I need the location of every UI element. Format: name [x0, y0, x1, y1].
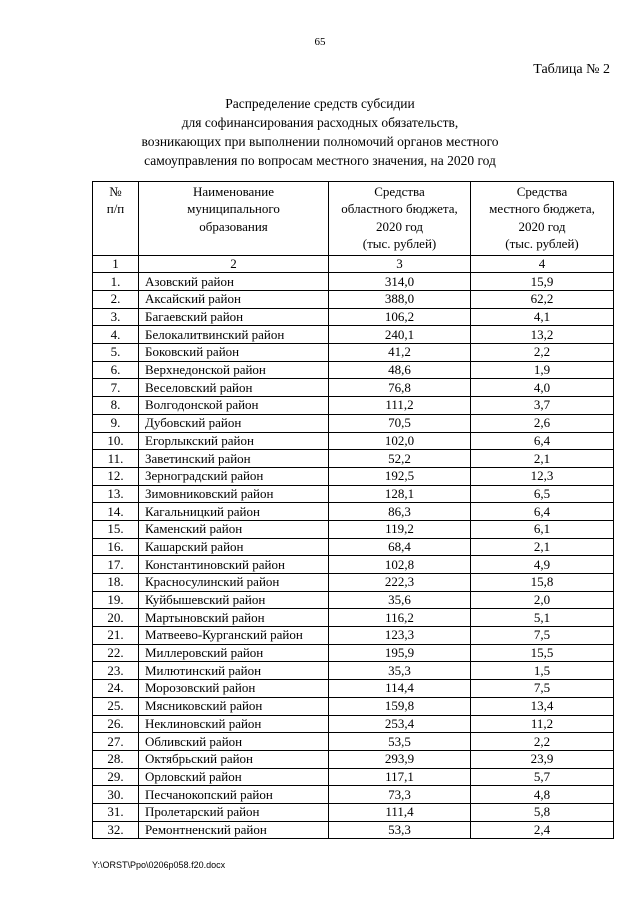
local-budget-value: 2,1: [471, 450, 614, 468]
regional-budget-value: 240,1: [329, 326, 471, 344]
table-row: [93, 326, 614, 344]
local-budget-value: 2,2: [471, 733, 614, 751]
regional-budget-value: 159,8: [329, 697, 471, 715]
municipality-name: Обливский район: [139, 733, 329, 751]
municipality-name: Азовский район: [139, 273, 329, 291]
municipality-name: Веселовский район: [139, 379, 329, 397]
local-budget-value: 7,5: [471, 680, 614, 698]
table-row: [93, 750, 614, 768]
regional-budget-value: 117,1: [329, 768, 471, 786]
regional-budget-value: 388,0: [329, 291, 471, 309]
municipality-name: Каменский район: [139, 520, 329, 538]
header-regional-budget: Средства областного бюджета, 2020 год (тыс. рублей): [329, 182, 471, 256]
column-number: 3: [329, 255, 471, 273]
table-row: [93, 821, 614, 839]
municipality-name: Мясниковский район: [139, 697, 329, 715]
municipality-name: Зимовниковский район: [139, 485, 329, 503]
row-number: 7.: [93, 379, 139, 397]
municipality-name: Миллеровский район: [139, 644, 329, 662]
row-number: 25.: [93, 697, 139, 715]
header-number: № п/п: [93, 182, 139, 256]
row-number: 8.: [93, 397, 139, 415]
regional-budget-value: 102,0: [329, 432, 471, 450]
row-number: 17.: [93, 556, 139, 574]
regional-budget-value: 53,5: [329, 733, 471, 751]
regional-budget-value: 35,3: [329, 662, 471, 680]
regional-budget-value: 102,8: [329, 556, 471, 574]
header-local-budget: Средства местного бюджета, 2020 год (тыс. рублей): [471, 182, 614, 256]
row-number: 22.: [93, 644, 139, 662]
municipality-name: Кагальницкий район: [139, 503, 329, 521]
table-row: [93, 273, 614, 291]
regional-budget-value: 253,4: [329, 715, 471, 733]
local-budget-value: 15,9: [471, 273, 614, 291]
local-budget-value: 11,2: [471, 715, 614, 733]
row-number: 15.: [93, 520, 139, 538]
table-row: [93, 520, 614, 538]
local-budget-value: 7,5: [471, 627, 614, 645]
regional-budget-value: 222,3: [329, 574, 471, 592]
regional-budget-value: 111,2: [329, 397, 471, 415]
table-row: [93, 680, 614, 698]
local-budget-value: 1,5: [471, 662, 614, 680]
local-budget-value: 6,4: [471, 432, 614, 450]
regional-budget-value: 195,9: [329, 644, 471, 662]
municipality-name: Белокалитвинский район: [139, 326, 329, 344]
municipality-name: Ремонтненский район: [139, 821, 329, 839]
regional-budget-value: 73,3: [329, 786, 471, 804]
row-number: 1.: [93, 273, 139, 291]
local-budget-value: 2,1: [471, 538, 614, 556]
local-budget-value: 5,8: [471, 803, 614, 821]
column-number: 1: [93, 255, 139, 273]
regional-budget-value: 128,1: [329, 485, 471, 503]
row-number: 9.: [93, 414, 139, 432]
municipality-name: Орловский район: [139, 768, 329, 786]
regional-budget-value: 123,3: [329, 627, 471, 645]
row-number: 2.: [93, 291, 139, 309]
row-number: 4.: [93, 326, 139, 344]
row-number: 28.: [93, 750, 139, 768]
document-title: [0, 94, 640, 170]
row-number: 29.: [93, 768, 139, 786]
table-row: [93, 627, 614, 645]
column-number: 4: [471, 255, 614, 273]
page-number: 65: [314, 36, 326, 48]
local-budget-value: 2,2: [471, 344, 614, 362]
regional-budget-value: 53,3: [329, 821, 471, 839]
local-budget-value: 2,4: [471, 821, 614, 839]
table-row: [93, 574, 614, 592]
table-row: [93, 344, 614, 362]
table-row: [93, 803, 614, 821]
municipality-name: Волгодонской район: [139, 397, 329, 415]
row-number: 12.: [93, 467, 139, 485]
row-number: 5.: [93, 344, 139, 362]
municipality-name: Егорлыкский район: [139, 432, 329, 450]
file-path-footer: Y:\ORST\Ppo\0206p058.f20.docx: [92, 860, 226, 870]
municipality-name: Верхнедонской район: [139, 361, 329, 379]
regional-budget-value: 293,9: [329, 750, 471, 768]
municipality-name: Багаевский район: [139, 308, 329, 326]
local-budget-value: 4,1: [471, 308, 614, 326]
row-number: 24.: [93, 680, 139, 698]
local-budget-value: 6,5: [471, 485, 614, 503]
row-number: 10.: [93, 432, 139, 450]
regional-budget-value: 86,3: [329, 503, 471, 521]
municipality-name: Октябрьский район: [139, 750, 329, 768]
regional-budget-value: 119,2: [329, 520, 471, 538]
table-row: [93, 538, 614, 556]
local-budget-value: 3,7: [471, 397, 614, 415]
title-line: самоуправления по вопросам местного значения, на 2020 год: [144, 153, 496, 168]
subsidy-table: [92, 181, 614, 839]
municipality-name: Неклиновский район: [139, 715, 329, 733]
table-row: [93, 609, 614, 627]
regional-budget-value: 114,4: [329, 680, 471, 698]
title-line: возникающих при выполнении полномочий органов местного: [141, 134, 499, 149]
local-budget-value: 5,7: [471, 768, 614, 786]
table-row: [93, 467, 614, 485]
municipality-name: Заветинский район: [139, 450, 329, 468]
table-row: [93, 485, 614, 503]
local-budget-value: 62,2: [471, 291, 614, 309]
title-line: Распределение средств субсидии: [225, 96, 415, 111]
regional-budget-value: 111,4: [329, 803, 471, 821]
municipality-name: Песчанокопский район: [139, 786, 329, 804]
table-row: [93, 697, 614, 715]
row-number: 18.: [93, 574, 139, 592]
table-row: [93, 397, 614, 415]
municipality-name: Морозовский район: [139, 680, 329, 698]
row-number: 13.: [93, 485, 139, 503]
municipality-name: Красносулинский район: [139, 574, 329, 592]
local-budget-value: 23,9: [471, 750, 614, 768]
municipality-name: Зерноградский район: [139, 467, 329, 485]
row-number: 3.: [93, 308, 139, 326]
table-label: Таблица № 2: [533, 62, 610, 77]
table-row: [93, 308, 614, 326]
local-budget-value: 2,6: [471, 414, 614, 432]
regional-budget-value: 192,5: [329, 467, 471, 485]
local-budget-value: 6,1: [471, 520, 614, 538]
table-row: [93, 361, 614, 379]
local-budget-value: 4,8: [471, 786, 614, 804]
table-row: [93, 414, 614, 432]
table-body: [93, 273, 614, 839]
municipality-name: Боковский район: [139, 344, 329, 362]
municipality-name: Пролетарский район: [139, 803, 329, 821]
table-row: [93, 432, 614, 450]
table-row: [93, 291, 614, 309]
table-row: [93, 644, 614, 662]
row-number: 6.: [93, 361, 139, 379]
local-budget-value: 12,3: [471, 467, 614, 485]
local-budget-value: 4,9: [471, 556, 614, 574]
table-row: [93, 591, 614, 609]
table-header-row: [93, 182, 614, 256]
header-municipality: Наименование муниципального образования: [139, 182, 329, 256]
regional-budget-value: 116,2: [329, 609, 471, 627]
local-budget-value: 2,0: [471, 591, 614, 609]
table-row: [93, 503, 614, 521]
regional-budget-value: 70,5: [329, 414, 471, 432]
municipality-name: Матвеево-Курганский район: [139, 627, 329, 645]
table-row: [93, 768, 614, 786]
local-budget-value: 6,4: [471, 503, 614, 521]
row-number: 11.: [93, 450, 139, 468]
row-number: 14.: [93, 503, 139, 521]
local-budget-value: 15,5: [471, 644, 614, 662]
row-number: 19.: [93, 591, 139, 609]
row-number: 16.: [93, 538, 139, 556]
row-number: 23.: [93, 662, 139, 680]
column-numbers-row: [93, 255, 614, 273]
table-row: [93, 450, 614, 468]
regional-budget-value: 41,2: [329, 344, 471, 362]
local-budget-value: 15,8: [471, 574, 614, 592]
regional-budget-value: 314,0: [329, 273, 471, 291]
municipality-name: Куйбышевский район: [139, 591, 329, 609]
local-budget-value: 1,9: [471, 361, 614, 379]
regional-budget-value: 48,6: [329, 361, 471, 379]
regional-budget-value: 68,4: [329, 538, 471, 556]
local-budget-value: 4,0: [471, 379, 614, 397]
row-number: 26.: [93, 715, 139, 733]
row-number: 21.: [93, 627, 139, 645]
table-row: [93, 662, 614, 680]
regional-budget-value: 76,8: [329, 379, 471, 397]
municipality-name: Константиновский район: [139, 556, 329, 574]
local-budget-value: 13,4: [471, 697, 614, 715]
table-row: [93, 786, 614, 804]
regional-budget-value: 106,2: [329, 308, 471, 326]
regional-budget-value: 35,6: [329, 591, 471, 609]
row-number: 30.: [93, 786, 139, 804]
local-budget-value: 13,2: [471, 326, 614, 344]
title-line: для софинансирования расходных обязательств,: [181, 115, 459, 130]
row-number: 32.: [93, 821, 139, 839]
municipality-name: Кашарский район: [139, 538, 329, 556]
table-row: [93, 379, 614, 397]
table-row: [93, 733, 614, 751]
municipality-name: Мартыновский район: [139, 609, 329, 627]
municipality-name: Милютинский район: [139, 662, 329, 680]
municipality-name: Дубовский район: [139, 414, 329, 432]
table-row: [93, 556, 614, 574]
local-budget-value: 5,1: [471, 609, 614, 627]
column-number: 2: [139, 255, 329, 273]
row-number: 27.: [93, 733, 139, 751]
table-row: [93, 715, 614, 733]
row-number: 20.: [93, 609, 139, 627]
row-number: 31.: [93, 803, 139, 821]
municipality-name: Аксайский район: [139, 291, 329, 309]
regional-budget-value: 52,2: [329, 450, 471, 468]
